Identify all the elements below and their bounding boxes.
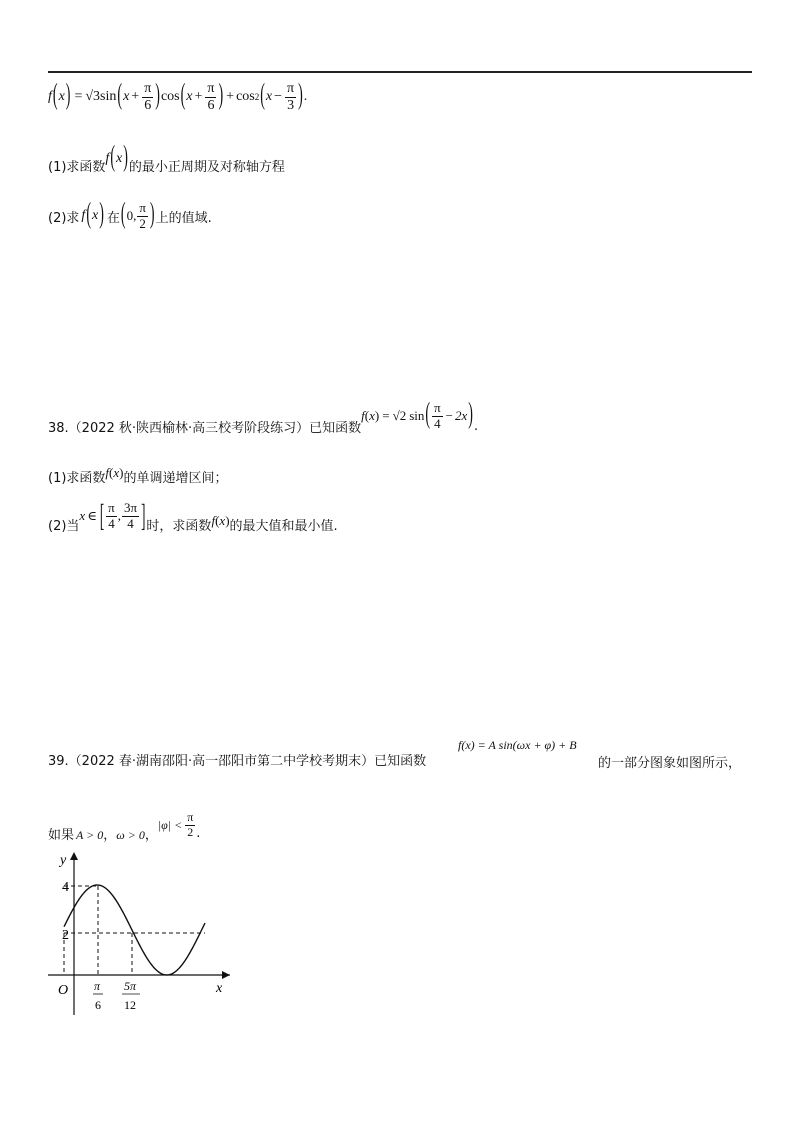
origin-label: O [58,983,69,998]
x-tick-pi6-den: 6 [95,998,101,1012]
top-rule [48,71,752,73]
x-tick-5pi12-den: 12 [124,998,136,1012]
q39-suffix: 的一部分图象如图所示， [598,756,742,771]
q37-part2: (2)求 f(x) 在 ( 0 , $\frac{\pi}{2}$ ) 上的值域. [48,199,212,231]
y-axis-arrow [70,852,78,860]
formula-top: f ( x ) = √3 sin ( x + $\frac{\pi}{6}$ ) cos ( x + $\frac{\pi}{6}$ ) + cos 2 ( x − $\frac{\pi}{3}$ ) . [48,80,308,113]
y-tick-4: 4 [62,880,69,895]
y-tick-2: 2 [62,928,69,943]
q37-part1: (1)求函数 f(x) 的最小正周期及对称轴方程 [48,142,285,175]
x-axis-label: x [216,981,223,996]
x-tick-5pi12-num: 5π [124,979,137,993]
q39-formula: f(x) = A sin(ωx + φ) + B [458,738,577,752]
x-tick-pi6-num: π [94,979,101,993]
q38-part2: (2)当 x ∈ [ $\frac{\pi}{4}$ , $\frac{3\pi}{4}$ ] 时，求函数 f(x) 的最大值和最小值. [48,496,338,534]
q39-header: 39.（2022 春·湖南邵阳·高一邵阳市第二中学校考期末）已知函数 [48,754,427,769]
y-axis-label: y [60,853,67,868]
q38-header: 38.（2022 秋·陕西榆林·高三校考阶段练习）已知函数 f ( x ) = √2 sin ( $\frac{\pi}{4}$ − 2x ) . [48,399,479,436]
q39-conditions: 如果 A > 0 ， ω > 0 ， |φ| < $\frac{\pi}{2}$ . [48,810,201,843]
q39-graph [40,850,240,1020]
q38-part1: (1)求函数 f(x) 的单调递增区间； [48,465,228,486]
sine-curve [64,885,205,975]
x-axis-arrow [222,971,230,979]
